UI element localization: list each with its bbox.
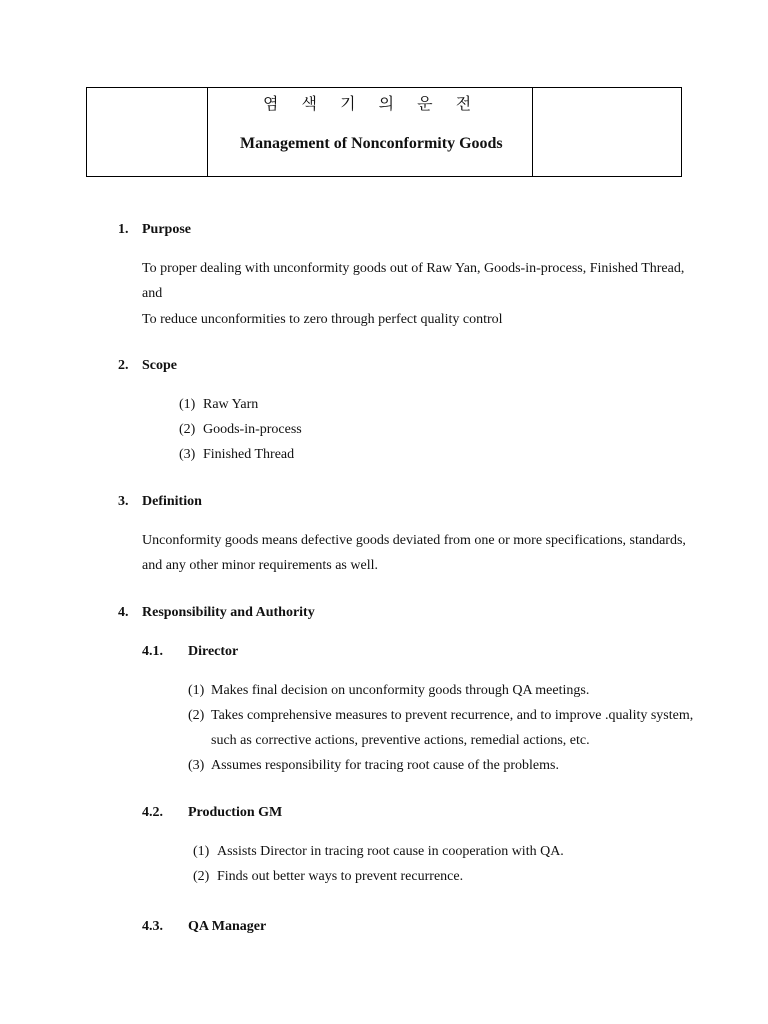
list-item-number: (1) xyxy=(179,397,196,412)
purpose-text-line: To proper dealing with unconformity goods out of Raw Yan, Goods-in-process, Finished Thread, xyxy=(142,261,685,276)
production-gm-list-item: Assists Director in tracing root cause in cooperation with QA. xyxy=(217,844,564,859)
section-number: 2. xyxy=(118,358,129,373)
list-item-number: (2) xyxy=(179,422,196,437)
list-item-number: (1) xyxy=(188,683,205,698)
definition-text-line: Unconformity goods means defective goods deviated from one or more specifications, standards, xyxy=(142,533,686,548)
list-item-number: (1) xyxy=(193,844,210,859)
section-heading-definition: Definition xyxy=(142,494,202,509)
header-left-cell xyxy=(87,88,208,176)
production-gm-list-item: Finds out better ways to prevent recurrence. xyxy=(217,869,464,884)
section-heading-responsibility: Responsibility and Authority xyxy=(142,605,315,620)
scope-list-item: Finished Thread xyxy=(203,447,295,462)
header-right-cell xyxy=(533,88,681,176)
korean-title: 염 색 기 의 운 전 xyxy=(263,94,481,113)
list-item-number: (2) xyxy=(188,708,205,723)
subsection-heading-director: Director xyxy=(188,644,239,659)
header-title-cell xyxy=(208,88,533,176)
list-item-number: (2) xyxy=(193,869,210,884)
director-list-item: Takes comprehensive measures to prevent recurrence, and to improve .quality system, xyxy=(211,708,694,723)
subsection-heading-qa-manager: QA Manager xyxy=(188,919,267,934)
director-list-item-continuation: such as corrective actions, preventive actions, remedial actions, etc. xyxy=(211,733,590,748)
section-number: 1. xyxy=(118,222,129,237)
subsection-number: 4.3. xyxy=(142,919,163,934)
director-list-item: Assumes responsibility for tracing root cause of the problems. xyxy=(211,758,559,773)
section-number: 4. xyxy=(118,605,129,620)
list-item-number: (3) xyxy=(188,758,205,773)
section-heading-scope: Scope xyxy=(142,358,177,373)
document-header-table xyxy=(86,87,682,177)
scope-list-item: Raw Yarn xyxy=(203,397,259,412)
subsection-number: 4.1. xyxy=(142,644,163,659)
definition-text-line: and any other minor requirements as well. xyxy=(142,558,378,573)
director-list-item: Makes final decision on unconformity goods through QA meetings. xyxy=(211,683,590,698)
document-title: Management of Nonconformity Goods xyxy=(240,135,503,152)
section-number: 3. xyxy=(118,494,129,509)
subsection-number: 4.2. xyxy=(142,805,163,820)
scope-list-item: Goods-in-process xyxy=(203,422,302,437)
subsection-heading-production-gm: Production GM xyxy=(188,805,283,820)
section-heading-purpose: Purpose xyxy=(142,222,191,237)
list-item-number: (3) xyxy=(179,447,196,462)
purpose-text-line: and xyxy=(142,286,163,301)
purpose-text-line: To reduce unconformities to zero through perfect quality control xyxy=(142,312,503,327)
